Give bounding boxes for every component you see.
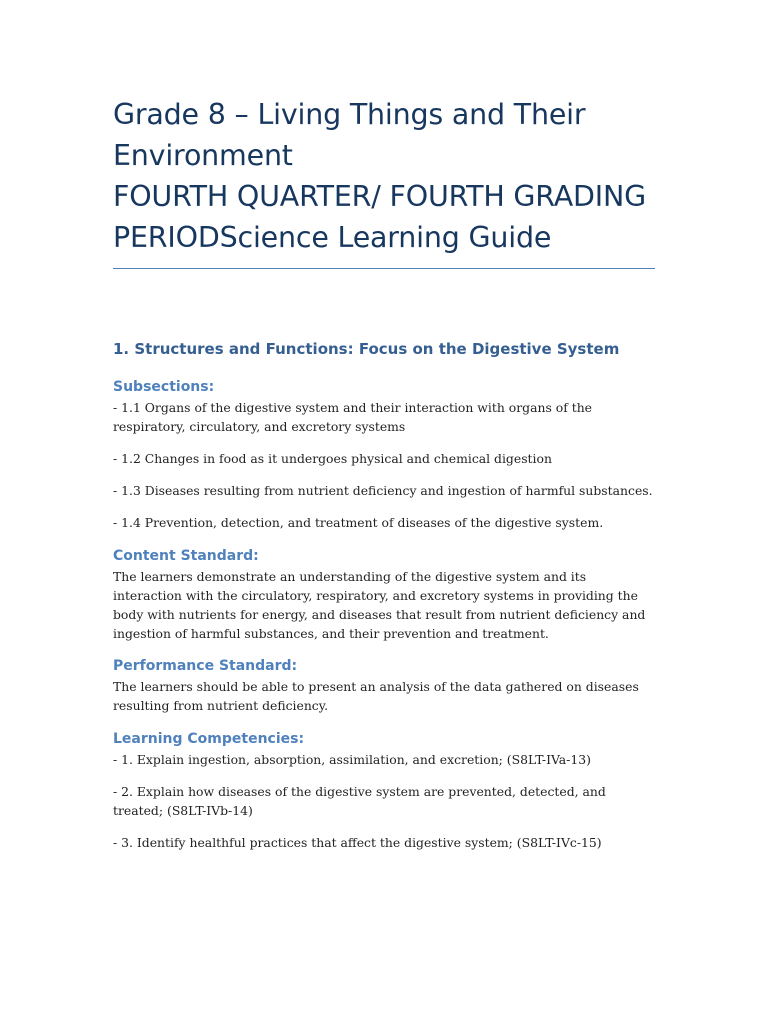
title-line: PERIODScience Learning Guide <box>113 221 552 254</box>
subsection-item: - 1.2 Changes in food as it undergoes physical and chemical digestion <box>113 451 552 466</box>
title-divider <box>113 268 655 269</box>
subsection-item: - 1.3 Diseases resulting from nutrient deficiency and ingestion of harmful substances. <box>113 483 653 498</box>
document-title <box>113 94 656 258</box>
content-standard-text: The learners demonstrate an understanding of the digestive system and its interaction with the circulatory, respiratory, and excretory systems in providing the body with nutrients for energy, and diseases that result from nutrient deficiency and ingestion of harmful substances, and their prevention and treatment. <box>113 569 646 641</box>
learning-competencies-heading: Learning Competencies: <box>113 731 305 747</box>
performance-standard-heading: Performance Standard: <box>113 658 298 674</box>
subsections-heading: Subsections: <box>113 379 215 395</box>
subsection-item: - 1.1 Organs of the digestive system and their interaction with organs of the respiratory, circulatory, and excretory systems <box>113 400 593 434</box>
section-heading: 1. Structures and Functions: Focus on the Digestive System <box>113 340 620 358</box>
competency-item: - 3. Identify healthful practices that affect the digestive system; (S8LT-IVc-15) <box>113 835 602 850</box>
title-line: Grade 8 – Living Things and Their <box>113 98 586 131</box>
performance-standard-text: The learners should be able to present an analysis of the data gathered on diseases resulting from nutrient deficiency. <box>113 679 639 713</box>
competency-item: - 1. Explain ingestion, absorption, assimilation, and excretion; (S8LT-IVa-13) <box>113 752 591 767</box>
title-line: Environment <box>113 139 293 172</box>
competency-item: - 2. Explain how diseases of the digestive system are prevented, detected, and treated; (S8LT-IVb-14) <box>113 784 606 818</box>
content-standard-heading: Content Standard: <box>113 548 259 564</box>
title-line: FOURTH QUARTER/ FOURTH GRADING <box>113 180 647 213</box>
subsection-item: - 1.4 Prevention, detection, and treatment of diseases of the digestive system. <box>113 515 604 530</box>
document-page <box>113 94 656 852</box>
